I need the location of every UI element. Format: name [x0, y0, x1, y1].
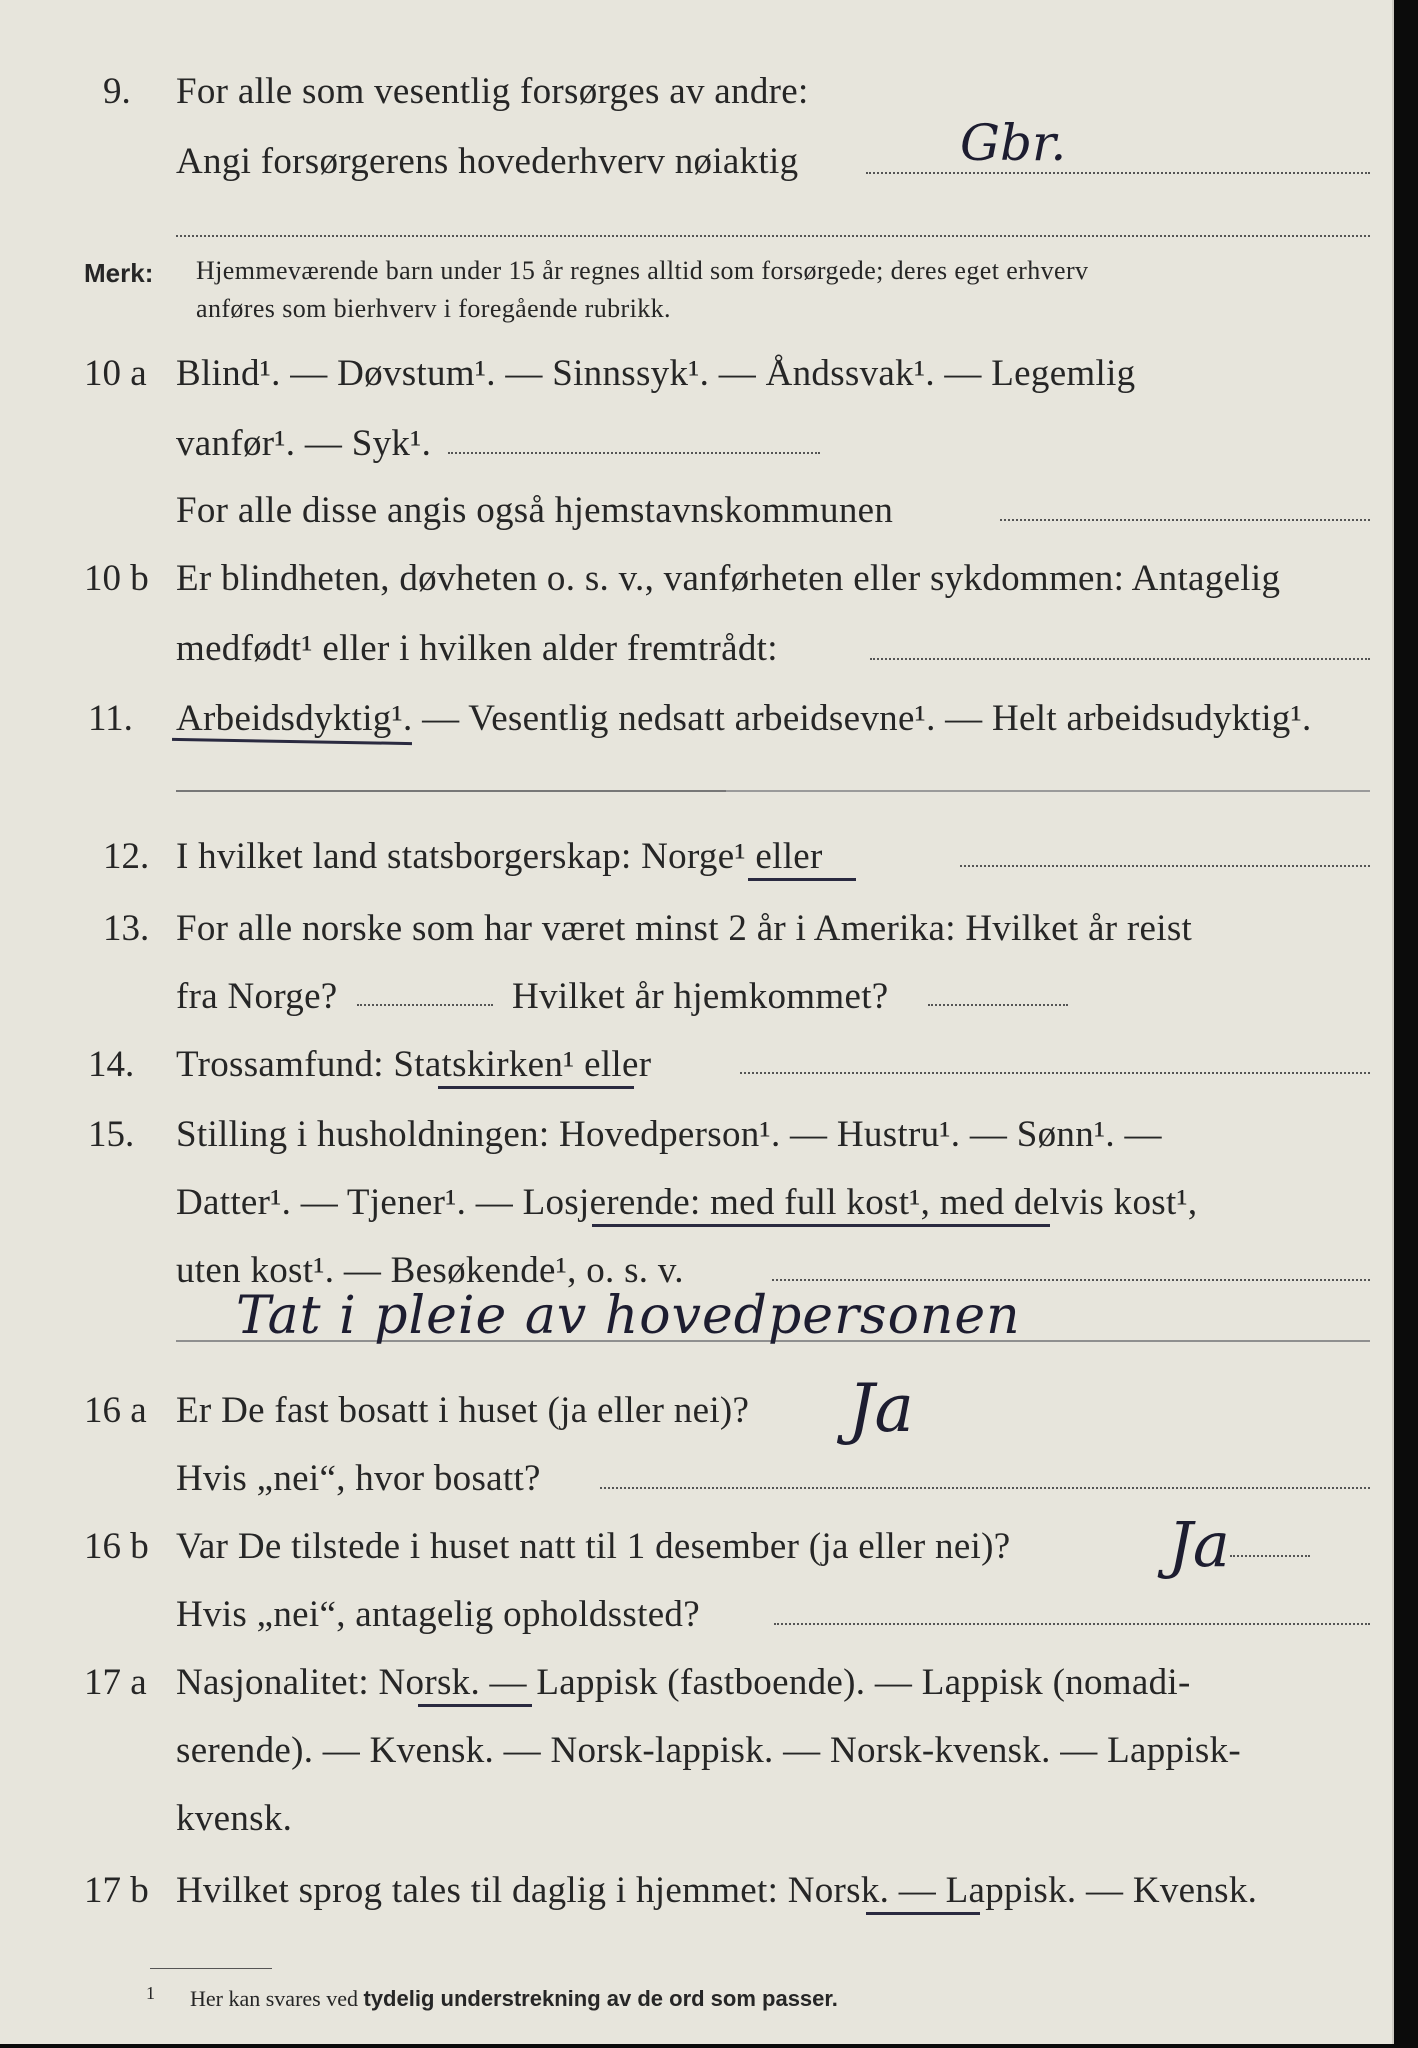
q17a-number: 17 a — [84, 1662, 147, 1703]
footnote-text — [190, 1988, 838, 2010]
q10a-hjemstavn-line — [1000, 519, 1370, 521]
q16a-number: 16 a — [84, 1390, 147, 1431]
q17a-line2: serende). — Kvensk. — Norsk-lappisk. — Norsk-kvensk. — Lappisk- — [176, 1730, 1241, 1771]
q16b-line2: Hvis „nei“, antagelig opholdssted? — [176, 1594, 700, 1635]
q11-rule-right — [726, 790, 1370, 792]
q12-answer-line — [960, 865, 1370, 867]
footnote-text-bold: tydelig understrekning av de ord som passer. — [363, 1986, 838, 2011]
q17b-underline-norsk — [866, 1912, 980, 1915]
q10b-line1: Er blindheten, døvheten o. s. v., vanførheten eller sykdommen: Antagelig — [176, 558, 1281, 599]
q10a-line3: For alle disse angis også hjemstavnskommunen — [176, 490, 894, 531]
q13-hjemkommet-line — [928, 1004, 1068, 1006]
q12-line1: I hvilket land statsborgerskap: Norge¹ eller — [176, 836, 823, 877]
q15-handwritten-answer: Tat i pleie av hovedpersonen — [236, 1286, 1021, 1346]
q16b-line1: Var De tilstede i huset natt til 1 desember (ja eller nei)? — [176, 1526, 1011, 1567]
q16b-handwritten-answer: Ja — [1168, 1508, 1230, 1581]
merk-line1: Hjemmeværende barn under 15 år regnes alltid som forsørgede; deres eget erhverv — [196, 256, 1089, 285]
q15-underline-losjerende — [592, 1224, 1050, 1227]
q17a-underline-norsk — [418, 1704, 532, 1707]
q9-answer-line — [866, 172, 1370, 174]
q17b-line1: Hvilket sprog tales til daglig i hjemmet: Norsk. — Lappisk. — Kvensk. — [176, 1870, 1258, 1911]
q13-line2a: fra Norge? — [176, 976, 338, 1017]
q15-answer-line — [772, 1279, 1370, 1281]
q13-number: 13. — [103, 908, 150, 949]
q15-line3: uten kost¹. — Besøkende¹, o. s. v. — [176, 1250, 684, 1291]
q11-rule-left — [176, 790, 726, 792]
q16a-handwritten-answer: Ja — [848, 1370, 914, 1447]
q11-number: 11. — [88, 698, 133, 739]
q9-line1: For alle som vesentlig forsørges av andre: — [176, 71, 809, 112]
q10b-answer-line — [870, 658, 1370, 660]
q12-number: 12. — [103, 836, 150, 877]
q13-reist-line — [357, 1004, 493, 1006]
q16a-answer-line — [600, 1487, 1370, 1489]
q9-handwritten-answer: Gbr. — [960, 114, 1067, 172]
q16a-line1: Er De fast bosatt i huset (ja eller nei)? — [176, 1390, 750, 1431]
merk-line2: anføres som bierhverv i foregående rubrikk. — [196, 294, 671, 323]
q10a-line2: vanfør¹. — Syk¹. — [176, 423, 432, 464]
q16b-number: 16 b — [84, 1526, 149, 1567]
q9-extra-line — [176, 235, 1370, 237]
q9-line2: Angi forsørgerens hovederhverv nøiaktig — [176, 141, 799, 182]
q10b-line2: medfødt¹ eller i hvilken alder fremtrådt: — [176, 628, 778, 669]
q13-line1: For alle norske som har været minst 2 år i Amerika: Hvilket år reist — [176, 908, 1193, 949]
q15-number: 15. — [88, 1114, 135, 1155]
q9-number: 9. — [103, 71, 131, 112]
q12-underline-norge — [748, 878, 856, 881]
q14-line1: Trossamfund: Statskirken¹ eller — [176, 1044, 652, 1085]
q16a-line2: Hvis „nei“, hvor bosatt? — [176, 1458, 541, 1499]
q11-line1: Arbeidsdyktig¹. — Vesentlig nedsatt arbeidsevne¹. — Helt arbeidsudyktig¹. — [176, 698, 1312, 739]
q14-underline-statskirken — [438, 1086, 634, 1089]
merk-label: Merk: — [84, 258, 154, 288]
q14-answer-line — [740, 1072, 1370, 1074]
q16b-opholdssted-line — [774, 1623, 1370, 1625]
q10b-number: 10 b — [84, 558, 149, 599]
q10a-number: 10 a — [84, 353, 147, 394]
q17a-line1: Nasjonalitet: Norsk. — Lappisk (fastboende). — Lappisk (nomadi- — [176, 1662, 1191, 1703]
q15-line1: Stilling i husholdningen: Hovedperson¹. — Hustru¹. — Sønn¹. — — [176, 1114, 1162, 1155]
footnote-text-plain: Her kan svares ved — [190, 1986, 358, 2011]
q10a-answer-line — [448, 452, 820, 454]
footnote-marker: 1 — [146, 1983, 155, 2003]
footnote-rule — [150, 1968, 272, 1969]
q16b-answer-line — [1230, 1555, 1310, 1557]
q14-number: 14. — [88, 1044, 135, 1085]
q13-line2b: Hvilket år hjemkommet? — [512, 976, 889, 1017]
q17b-number: 17 b — [84, 1870, 149, 1911]
q17a-line3: kvensk. — [176, 1798, 293, 1839]
q10a-line1: Blind¹. — Døvstum¹. — Sinnssyk¹. — Åndssvak¹. — Legemlig — [176, 353, 1136, 394]
q15-line2: Datter¹. — Tjener¹. — Losjerende: med full kost¹, med delvis kost¹, — [176, 1182, 1198, 1223]
